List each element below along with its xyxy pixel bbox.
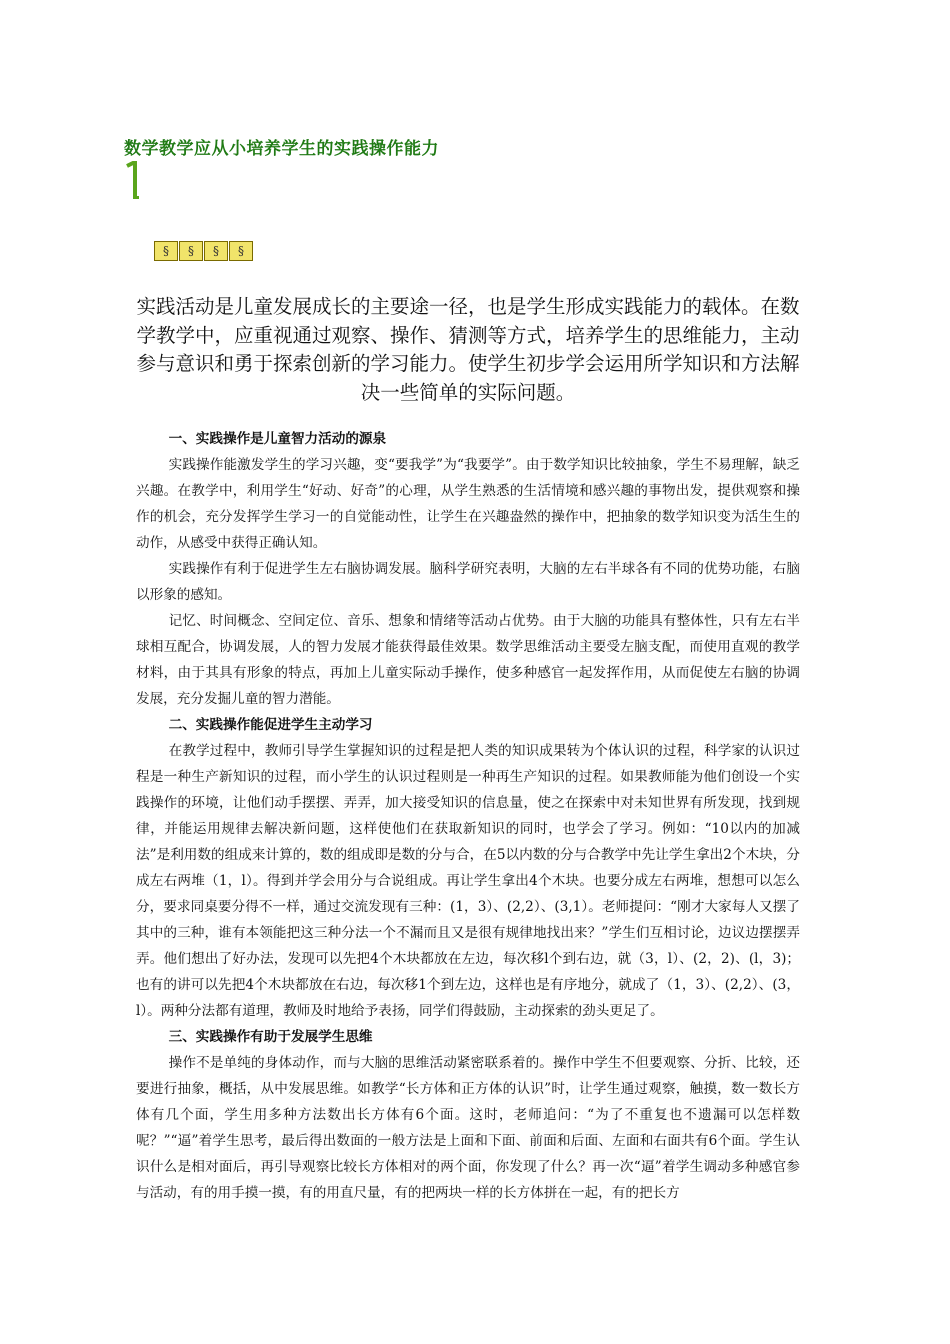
paper-clip-icon: §: [204, 241, 228, 261]
paragraph: 记忆、时间概念、空间定位、音乐、想象和情绪等活动占优势。由于大脑的功能具有整体性，只有左右半球相互配合，协调发展，人的智力发展才能获得最佳效果。数学思维活动主要受左脑支配，而使用直观的教学材料，由于其具有形象的特点，再加上儿童实际动手操作，使多种感官一起发挥作用，从而促使左右脑的协调发展，充分发掘儿童的智力潜能。: [136, 613, 800, 707]
lead-paragraph: 实践活动是儿童发展成长的主要途一径，也是学生形成实践能力的载体。在数学教学中，应重视通过观察、操作、猜测等方式，培养学生的思维能力，主动参与意识和勇于探索创新的学习能力。使学生初步学会运用所学知识和方法解决一些简单的实际问题。: [136, 295, 800, 404]
decorative-icon-strip: [154, 241, 254, 261]
paper-clip-icon: §: [154, 241, 178, 261]
paragraph: 实践操作能激发学生的学习兴趣，变“要我学”为“我要学”。由于数学知识比较抽象，学生不易理解，缺乏兴趣。在教学中，利用学生“好动、好奇”的心理，从学生熟悉的生活情境和感兴趣的事物出发，提供观察和操作的机会，充分发挥学生学习一的自觉能动性，让学生在兴趣盎然的操作中，把抽象的数学知识变为活生生的动作，从感受中获得正确认知。: [136, 457, 800, 551]
paragraph: 实践操作有利于促进学生左右脑协调发展。脑科学研究表明，大脑的左右半球各有不同的优势功能，右脑以形象的感知。: [136, 561, 800, 603]
paper-clip-icon: §: [179, 241, 203, 261]
paragraph: 操作不是单纯的身体动作，而与大脑的思维活动紧密联系着的。操作中学生不但要观察、分折、比较，还要进行抽象，概括，从中发展思维。如教学“长方体和正方体的认识”时，让学生通过观察，触摸，数一数长方体有几个面，学生用多种方法数出长方体有6个面。这时，老师追问：“为了不重复也不遗漏可以怎样数呢？”“逼”着学生思考，最后得出数面的一般方法是上面和下面、前面和后面、左面和右面共有6个面。学生认识什么是相对面后，再引导观察比较长方体相对的两个面，你发现了什么？再一次“逼”着学生调动多种感官参与活动，有的用手摸一摸，有的用直尺量，有的把两块一样的长方体拼在一起，有的把长方: [136, 1055, 800, 1201]
section-heading: 一、实践操作是儿童智力活动的源泉: [168, 431, 387, 447]
section-heading: 三、实践操作有助于发展学生思维: [168, 1029, 373, 1045]
paragraph: 在教学过程中，教师引导学生掌握知识的过程是把人类的知识成果转为个体认识的过程，科学家的认识过程是一种生产新知识的过程，而小学生的认识过程则是一种再生产知识的过程。如果教师能为他们创设一个实践操作的环境，让他们动手摆摆、弄弄，加大接受知识的信息量，使之在探索中对未知世界有所发现，找到规律，并能运用规律去解决新问题，这样使他们在获取新知识的同时，也学会了学习。例如：“10以内的加减法”是利用数的组成来计算的，数的组成即是数的分与合，在5以内数的分与合教学中先让学生拿出2个木块，分成左右两堆（1，l）。得到并学会用分与合说组成。再让学生拿出4个木块。也要分成左右两堆，想想可以怎么分，要求同桌要分得不一样，通过交流发现有三种：(1，3）、(2,2）、(3,1）。老师提问：“刚才大家每人又摆了其中的三种，谁有本领能把这三种分法一个不漏而且又是很有规律地找出来？”学生们互相讨论，边议边摆摆弄弄。他们想出了好办法，发现可以先把4个木块都放在左边，每次移l个到右边，就（3，l）、(2，2)、(l，3)；也有的讲可以先把4个木块都放在右边，每次移1个到左边，这样也是有序地分，就成了（1，3）、(2,2）、(3，l）。两种分法都有道理，教师及时地给予表扬，同学们得鼓励，主动探索的劲头更足了。: [136, 743, 800, 1019]
page-title: 数学教学应从小培养学生的实践操作能力: [124, 139, 439, 159]
paper-clip-icon: §: [229, 241, 253, 261]
article-body: [136, 426, 800, 1206]
section-heading: 二、实践操作能促进学生主动学习: [168, 717, 373, 733]
bracket-decoration-icon: [126, 161, 140, 199]
